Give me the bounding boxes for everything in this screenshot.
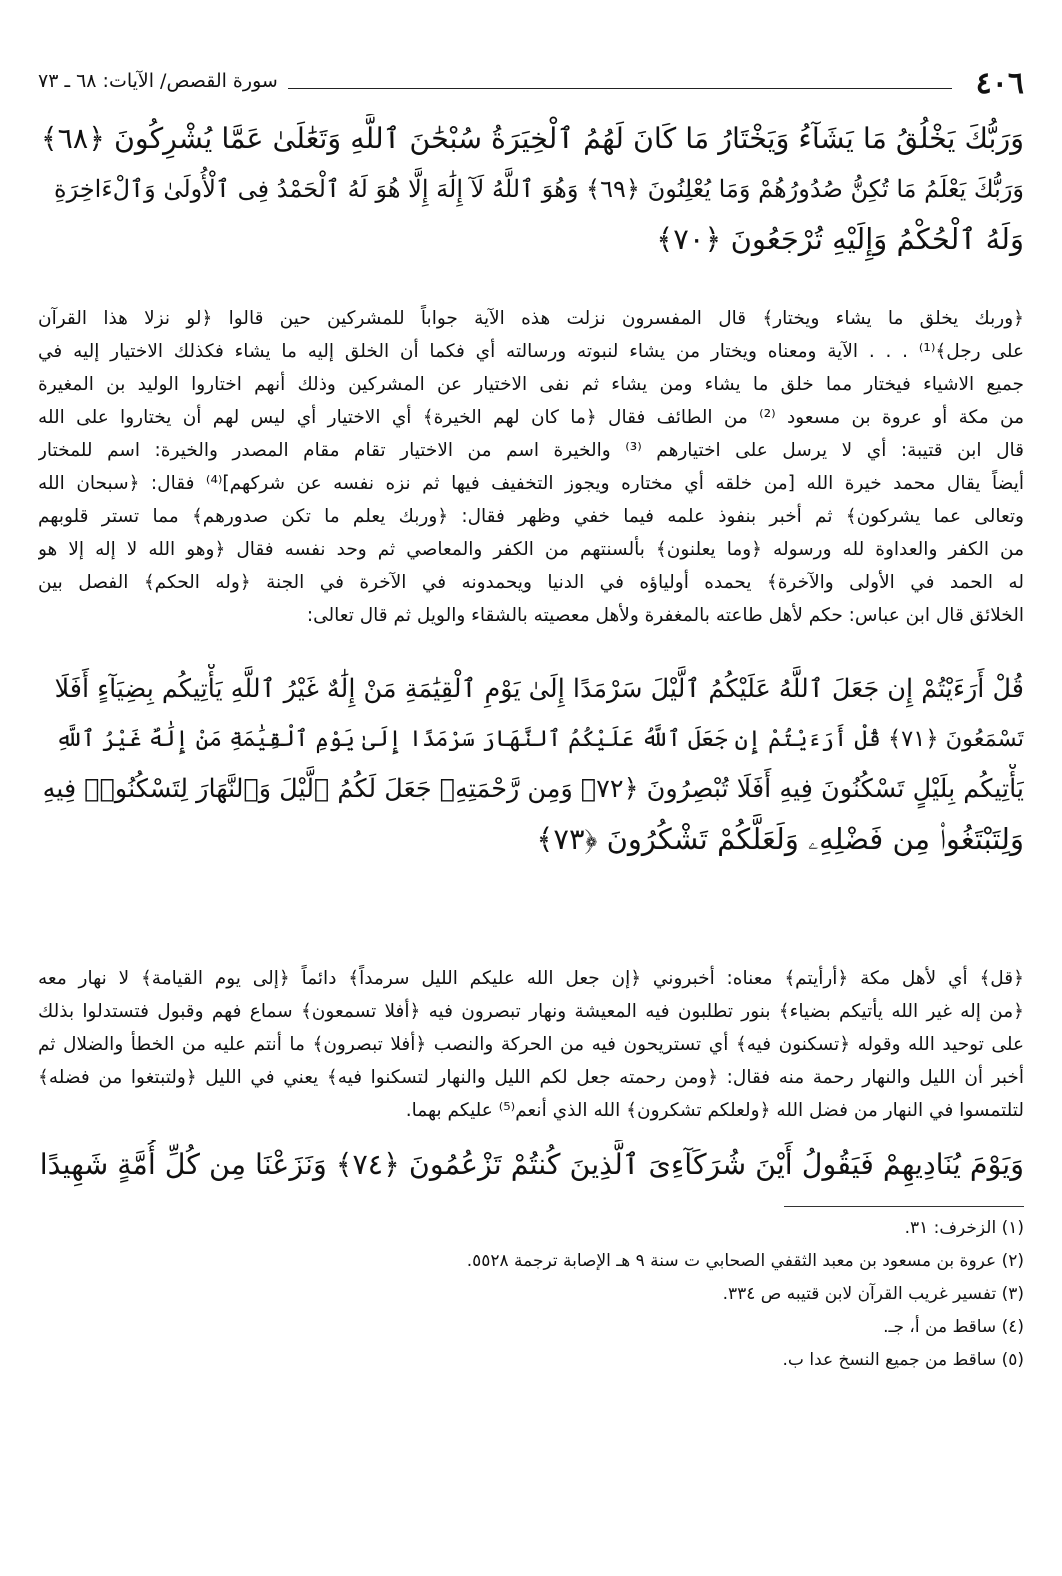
running-title: سورة القصص/ الآيات: ٦٨ ـ ٧٣ [38,70,278,92]
quran-verses-71-73 [38,664,1024,864]
verse-line: تَسْمَعُونَ ﴿٧١﴾ قُلْ أَرَءَيْتُمْ إِن جَعَلَ ٱللَّهُ عَلَيْكُمُ ٱلنَّهَارَ سَرْمَدًا إِلَىٰ يَوْمِ ٱلْقِيَٰمَةِ مَنْ إِلَٰهٌ غَيْرُ ٱللَّهِ [55,726,1024,752]
verse-line: وَلَهُ ٱلْحُكْمُ وَإِلَيْهِ تُرْجَعُونَ ﴿٧٠﴾ [656,222,1024,256]
commentary-line: وتعالى عما يشركون﴾ ثم أخبر بنفوذ علمه فيما خفي وظهر فقال: ﴿وربك يعلم ما تكن صدورهم﴾ مما تستر قلوبهم [38,506,1024,527]
commentary-line: ﴿وربك يخلق ما يشاء ويختار﴾ قال المفسرون نزلت هذه الآية جواباً للمشركين حين قالوا ﴿لو نزلا هذا القرآن [38,308,1024,329]
commentary-line: لتلتمسوا في النهار من فضل الله ﴿ولعلكم تشكرون﴾ الله الذي أنعم⁽⁵⁾ عليكم بهما. [405,1100,1024,1121]
verse-line: وَرَبُّكَ يَخْلُقُ مَا يَشَآءُ وَيَخْتَارُ مَا كَانَ لَهُمُ ٱلْخِيَرَةُ سُبْحَٰنَ ٱللَّهِ وَتَعَٰلَىٰ عَمَّا يُشْرِكُونَ ﴿٦٨﴾ [40,122,1024,155]
page-number: ٤٠٦ [975,66,1024,101]
commentary-line: على رجل﴾⁽¹⁾ . . . الآية ومعناه ويختار من يشاء لنبوته ورسالته أي فكما أن الخلق إليه ما يشاء فكذلك الاختيار إليه في [38,341,1024,362]
commentary-line: من مكة أو عروة بن مسعود ⁽²⁾ من الطائف فقال ﴿ما كان لهم الخيرة﴾ أي الاختيار أي ليس لهم أن يختاروا على الله [38,407,1024,428]
verse-line: قُلْ أَرَءَيْتُمْ إِن جَعَلَ ٱللَّهُ عَلَيْكُمُ ٱلَّيْلَ سَرْمَدًا إِلَىٰ يَوْمِ ٱلْقِيَٰمَةِ مَنْ إِلَٰهٌ غَيْرُ ٱللَّهِ يَأْتِيكُم بِضِيَآءٍ أَفَلَا [54,674,1024,704]
verse-line: وَيَوْمَ يُنَادِيهِمْ فَيَقُولُ أَيْنَ شُرَكَآءِىَ ٱلَّذِينَ كُنتُمْ تَزْعُمُونَ ﴿٧٤﴾ وَنَزَعْنَا مِن كُلِّ أُمَّةٍ شَهِيدًا [39,1148,1024,1181]
verse-line: وَرَبُّكَ يَعْلَمُ مَا تُكِنُّ صُدُورُهُمْ وَمَا يُعْلِنُونَ ﴿٦٩﴾ وَهُوَ ٱللَّهُ لَآ إِلَٰهَ إِلَّا هُوَ لَهُ ٱلْحَمْدُ فِى ٱلْأُولَىٰ وَٱلْءَاخِرَةِ [54,175,1024,203]
commentary-line: قال ابن قتيبة: أي لا يرسل على اختيارهم ⁽³⁾ والخيرة اسم من الاختيار تقام مقام المصدر والخيرة: اسم للمختار [38,440,1024,461]
footnote: (٥) ساقط من جميع النسخ عدا ب. [782,1350,1024,1370]
commentary-line: الخلائق قال ابن عباس: حكم لأهل طاعته بالمغفرة ولأهل معصيته بالشقاء والويل ثم قال تعالى: [306,605,1024,626]
commentary-line: على توحيد الله وقوله ﴿تسكنون فيه﴾ أي تستريحون فيه من الحركة والنصب ﴿أفلا تبصرون﴾ ما أنتم عليه من الخطأ والضلال ثم [38,1034,1024,1055]
footnotes [38,1212,1024,1377]
commentary-line: له الحمد في الأولى والآخرة﴾ يحمده أولياؤه في الدنيا ويحمدونه في الآخرة في الجنة ﴿وله الحكم﴾ الفصل بين [38,572,1024,593]
commentary-line: أيضاً يقال محمد خيرة الله [من خلقه أي مختاره ويجوز التخفيف فيها ثم نزه نفسه عن شركهم]⁽⁴⁾ فقال: ﴿سبحان الله [38,473,1024,494]
page-header [38,66,1024,106]
commentary-line: جميع الاشياء فيختار مما خلق ما يشاء ومن يشاء ثم نفى الاختيار عن المشركين وذلك أنهم اختاروا الوليد بن المغيرة [38,374,1024,395]
commentary-71-73 [38,962,1024,1127]
commentary-line: ﴿من إله غير الله يأتيكم بضياء﴾ بنور تطلبون فيه المعيشة ونهار تبصرون فيه ﴿أفلا تسمعون﴾ سماع فهم وقبول فتستدلوا بذلك [38,1001,1024,1022]
footnote: (٢) عروة بن مسعود بن معبد الثقفي الصحابي ت سنة ٩ هـ الإصابة ترجمة ٥٥٢٨. [466,1251,1024,1271]
commentary-line: أخبر أن الليل والنهار رحمة منه فقال: ﴿ومن رحمته جعل لكم الليل والنهار لتسكنوا فيه﴾ يعني في الليل ﴿ولتبتغوا من فضله﴾ [38,1067,1024,1088]
footnote-rule [784,1206,1024,1207]
footnote: (٤) ساقط من أ، جـ. [883,1317,1024,1337]
verse-line: يَأْتِيكُم بِلَيْلٍ تَسْكُنُونَ فِيهِ أَفَلَا تُبْصِرُونَ ﴿٧٢﴾ وَمِن رَّحْمَتِهِۦ جَعَلَ لَكُمُ ٱلَّيْلَ وَٱلنَّهَارَ لِتَسْكُنُوا۟ فِيهِ [42,774,1024,804]
commentary-line: من الكفر والعداوة لله ورسوله ﴿وما يعلنون﴾ بألسنتهم من الكفر والمعاصي ثم وحد نفسه فقال ﴿وهو الله لا إله إلا هو [38,539,1024,560]
commentary-line: ﴿قل﴾ أي لأهل مكة ﴿أرأيتم﴾ معناه: أخبروني ﴿إن جعل الله عليكم الليل سرمداً﴾ دائماً ﴿إلى يوم القيامة﴾ لا نهار معه [38,968,1024,989]
quran-verse-74 [38,1140,1024,1190]
header-rule [288,88,952,89]
commentary-68-70 [38,302,1024,632]
quran-verses-68-70 [38,114,1024,264]
book-page [38,50,1024,1550]
verse-line: وَلِتَبْتَغُوا۟ مِن فَضْلِهِۦ وَلَعَلَّكُمْ تَشْكُرُونَ ﴿٧٣﴾ [536,822,1024,856]
footnote: (٣) تفسير غريب القرآن لابن قتيبه ص ٣٣٤. [722,1284,1024,1304]
footnote: (١) الزخرف: ٣١. [904,1218,1024,1238]
